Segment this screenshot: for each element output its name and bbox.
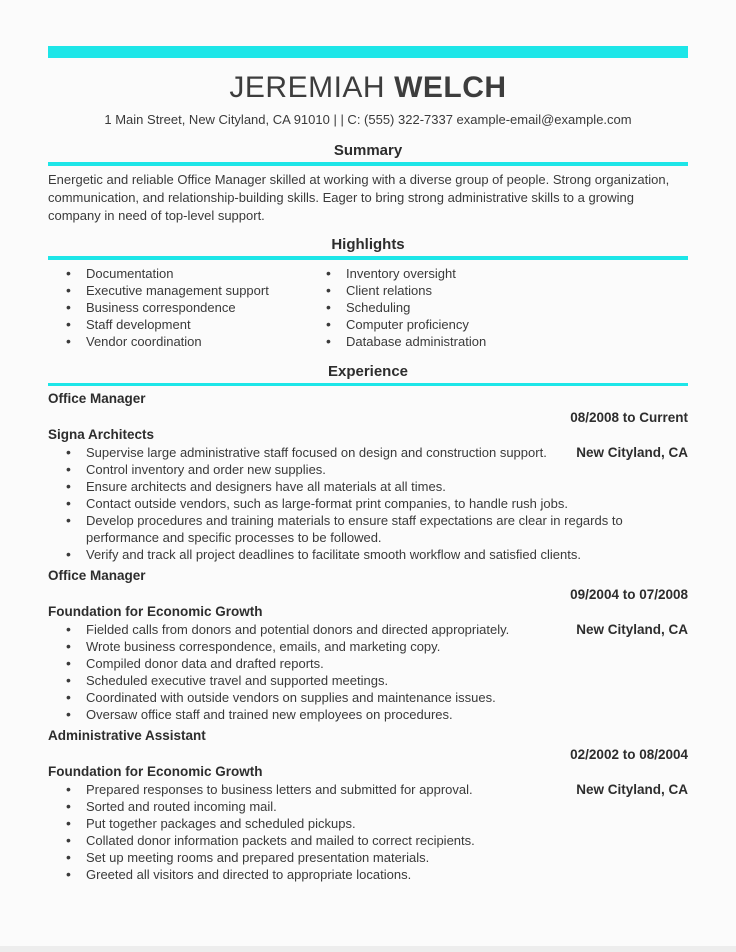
first-name: JEREMIAH <box>229 71 386 104</box>
highlight-item: • Staff development <box>86 316 308 333</box>
highlight-item: • Executive management support <box>86 282 308 299</box>
job-dates: 02/2002 to 08/2004 <box>570 747 688 762</box>
job-bullet: • Compiled donor data and drafted reports. <box>86 655 676 672</box>
job-location: New Cityland, CA <box>576 782 688 797</box>
job-bullet-list <box>48 444 688 563</box>
summary-divider <box>48 162 688 166</box>
highlight-item: • Database administration <box>346 333 688 350</box>
job-bullet: • Prepared responses to business letters and submitted for approval. <box>86 781 556 798</box>
job-body <box>48 621 688 723</box>
highlight-item: • Documentation <box>86 265 308 282</box>
job-bullet: • Oversaw office staff and trained new employees on procedures. <box>86 706 676 723</box>
job-bullet: • Set up meeting rooms and prepared presentation materials. <box>86 849 676 866</box>
section-heading-highlights: Highlights <box>331 236 405 253</box>
highlight-item: • Business correspondence <box>86 299 308 316</box>
experience-divider <box>48 383 688 386</box>
job-bullet: • Develop procedures and training materials to ensure staff expectations are clear in regards to performance and specific processes to be followed. <box>86 512 676 546</box>
highlight-item: • Vendor coordination <box>86 333 308 350</box>
job-bullet: • Control inventory and order new supplies. <box>86 461 676 478</box>
highlight-item: • Scheduling <box>346 299 688 316</box>
job-company: Foundation for Economic Growth <box>48 604 263 619</box>
job-bullet: • Coordinated with outside vendors on supplies and maintenance issues. <box>86 689 676 706</box>
resume-name <box>48 73 688 103</box>
job-bullet: • Sorted and routed incoming mail. <box>86 798 676 815</box>
highlight-item: • Client relations <box>346 282 688 299</box>
job-dates: 09/2004 to 07/2008 <box>570 587 688 602</box>
job-bullet: • Greeted all visitors and directed to appropriate locations. <box>86 866 676 883</box>
highlights-list-column-1 <box>48 265 308 350</box>
accent-top-bar <box>48 46 688 58</box>
job-bullet: • Fielded calls from donors and potential donors and directed appropriately. <box>86 621 556 638</box>
job-entry <box>48 568 688 723</box>
job-body <box>48 444 688 563</box>
last-name: WELCH <box>394 71 507 104</box>
job-body <box>48 781 688 883</box>
job-bullet: • Supervise large administrative staff focused on design and construction support. <box>86 444 556 461</box>
job-company: Signa Architects <box>48 427 155 442</box>
highlights-divider <box>48 256 688 260</box>
job-bullet: • Ensure architects and designers have all materials at all times. <box>86 478 676 495</box>
job-bullet: • Verify and track all project deadlines to facilitate smooth workflow and satisfied clients. <box>86 546 676 563</box>
section-heading-summary: Summary <box>333 142 403 159</box>
summary-text: Energetic and reliable Office Manager skilled at working with a diverse group of people. Strong organization, communication, and relationship-building skills. Eager to bring strong administrative skills to a growing company in need of top-level support. <box>48 172 670 223</box>
highlights-list-column-2 <box>308 265 688 350</box>
highlights-columns <box>48 265 688 350</box>
section-heading-experience: Experience <box>327 363 409 380</box>
job-entry <box>48 728 688 883</box>
job-dates: 08/2008 to Current <box>570 410 688 425</box>
contact-line: 1 Main Street, New Cityland, CA 91010 | | C: (555) 322-7337 example-email@example.com <box>104 112 632 127</box>
job-title: Office Manager <box>48 391 146 406</box>
job-location: New Cityland, CA <box>576 445 688 460</box>
page-bottom-edge <box>0 946 736 952</box>
job-bullet: • Put together packages and scheduled pickups. <box>86 815 676 832</box>
job-bullet: • Collated donor information packets and mailed to correct recipients. <box>86 832 676 849</box>
job-bullet: • Scheduled executive travel and supported meetings. <box>86 672 676 689</box>
job-bullet: • Wrote business correspondence, emails, and marketing copy. <box>86 638 676 655</box>
highlight-item: • Inventory oversight <box>346 265 688 282</box>
job-title: Office Manager <box>48 568 146 583</box>
job-entry <box>48 391 688 563</box>
job-company: Foundation for Economic Growth <box>48 764 263 779</box>
job-location: New Cityland, CA <box>576 622 688 637</box>
job-bullet: • Contact outside vendors, such as large-format print companies, to handle rush jobs. <box>86 495 676 512</box>
highlight-item: • Computer proficiency <box>346 316 688 333</box>
job-title: Administrative Assistant <box>48 728 206 743</box>
